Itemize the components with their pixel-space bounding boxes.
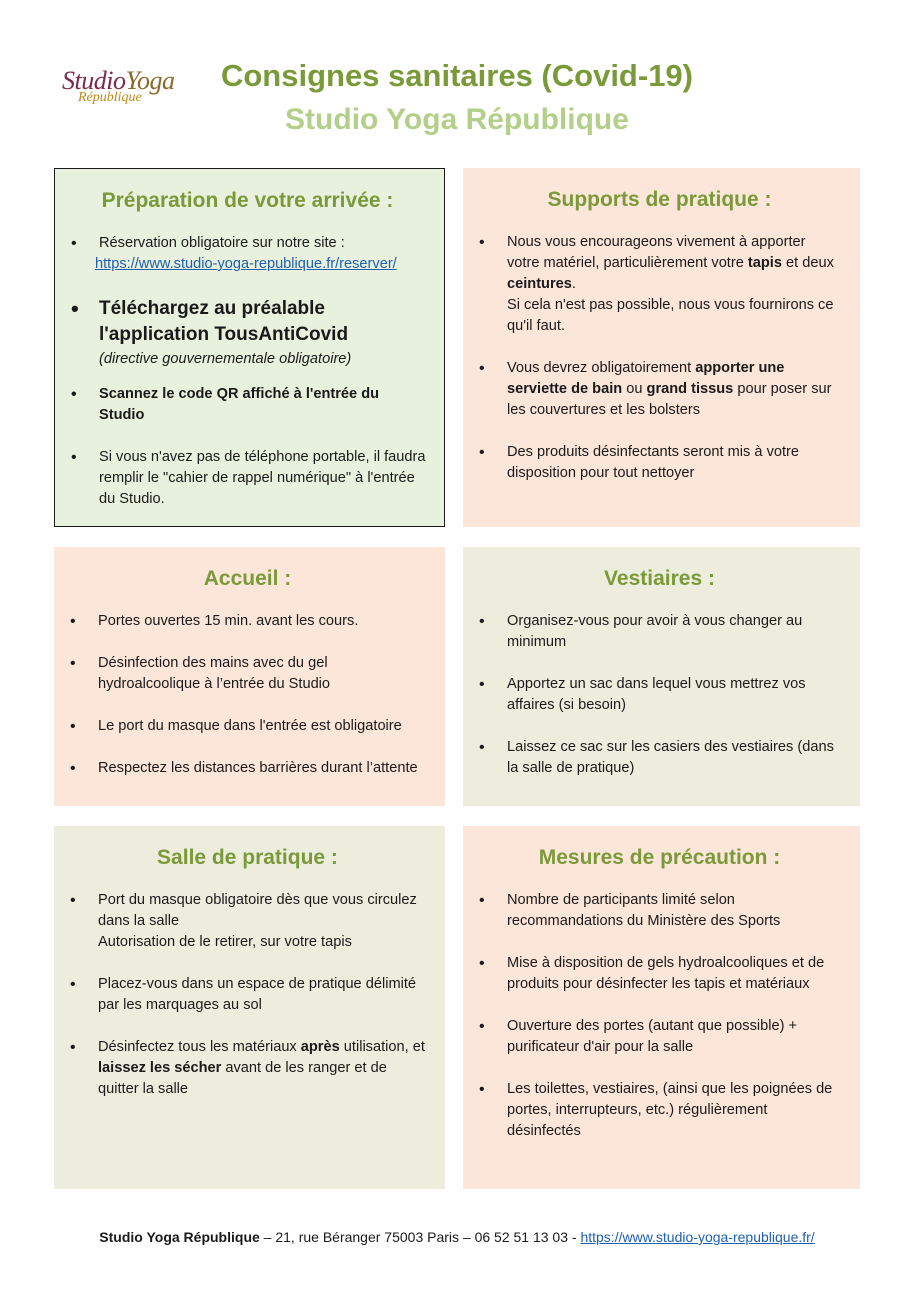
list-item: • Désinfectez tous les matériaux après utilisation, et laissez les sécher avant de les ranger et de quitter la salle (68, 1037, 427, 1100)
list-item: • Si vous n'avez pas de téléphone portable, il faudra remplir le "cahier de rappel numérique" à l'entrée du Studio. (69, 447, 426, 510)
footer (0, 1229, 914, 1245)
footer-website-link[interactable]: https://www.studio-yoga-republique.fr/ (580, 1229, 815, 1245)
list-item: • Organisez-vous pour avoir à vous changer au minimum (477, 611, 842, 653)
list-item: • Respectez les distances barrières durant l’attente (68, 758, 427, 779)
section-heading: Préparation de votre arrivée : (101, 189, 394, 212)
section-heading: Salle de pratique : (157, 846, 338, 869)
list-item: • Apportez un sac dans lequel vous mettrez vos affaires (si besoin) (477, 674, 842, 716)
footer-details: – 21, rue Béranger 75003 Paris – 06 52 51 13 03 - (259, 1229, 581, 1245)
page-title: Consignes sanitaires (Covid-19) (220, 58, 693, 93)
list-item: • Portes ouvertes 15 min. avant les cours. (68, 611, 427, 632)
section-preparation (54, 168, 445, 527)
logo-subtext: République (78, 90, 142, 105)
list-item: • Le port du masque dans l'entrée est obligatoire (68, 716, 427, 737)
list-item: • Port du masque obligatoire dès que vous circulez dans la salle Autorisation de le retirer, sur votre tapis (68, 890, 427, 953)
list-item: • Laissez ce sac sur les casiers des vestiaires (dans la salle de pratique) (477, 737, 842, 779)
section-salle-de-pratique (54, 826, 445, 1189)
list-item: • Réservation obligatoire sur notre site : https://www.studio-yoga-republique.fr/reserver/ (69, 233, 426, 275)
reservation-link[interactable]: https://www.studio-yoga-republique.fr/reserver/ (95, 256, 397, 272)
list-item: • Nous vous encourageons vivement à apporter votre matériel, particulièrement votre tapis et deux ceintures. Si cela n'est pas possible, nous vous fournirons ce qu'il faut. (477, 232, 842, 337)
list-item: • Mise à disposition de gels hydroalcooliques et de produits pour désinfecter les tapis et matériaux (477, 953, 842, 995)
list-item: • Placez-vous dans un espace de pratique délimité par les marquages au sol (68, 974, 427, 1016)
section-heading: Supports de pratique : (547, 188, 772, 211)
list-item: • Ouverture des portes (autant que possible) + purificateur d'air pour la salle (477, 1016, 842, 1058)
footer-name: Studio Yoga République (99, 1229, 260, 1245)
section-mesures-precaution (463, 826, 860, 1189)
section-heading: Mesures de précaution : (538, 846, 781, 869)
list-item: • Scannez le code QR affiché à l'entrée du Studio (69, 384, 426, 426)
list-item: • Les toilettes, vestiaires, (ainsi que les poignées de portes, interrupteurs, etc.) régulièrement désinfectés (477, 1079, 842, 1142)
list-item: • Téléchargez au préalable l'application TousAntiCovid (directive gouvernementale obligatoire) (69, 296, 426, 370)
section-heading: Accueil : (203, 567, 292, 590)
list-item: • Vous devrez obligatoirement apporter une serviette de bain ou grand tissus pour poser sur les couvertures et les bolsters (477, 358, 842, 421)
list-item: • Désinfection des mains avec du gel hydroalcoolique à l’entrée du Studio (68, 653, 427, 695)
section-accueil (54, 547, 445, 806)
section-heading: Vestiaires : (604, 567, 715, 590)
list-item: • Nombre de participants limité selon recommandations du Ministère des Sports (477, 890, 842, 932)
page-subtitle: Studio Yoga République (285, 103, 629, 136)
section-supports (463, 168, 860, 527)
section-vestiaires (463, 547, 860, 806)
logo-wordmark: StudioYoga (62, 66, 175, 95)
list-item: • Des produits désinfectants seront mis à votre disposition pour tout nettoyer (477, 442, 842, 484)
